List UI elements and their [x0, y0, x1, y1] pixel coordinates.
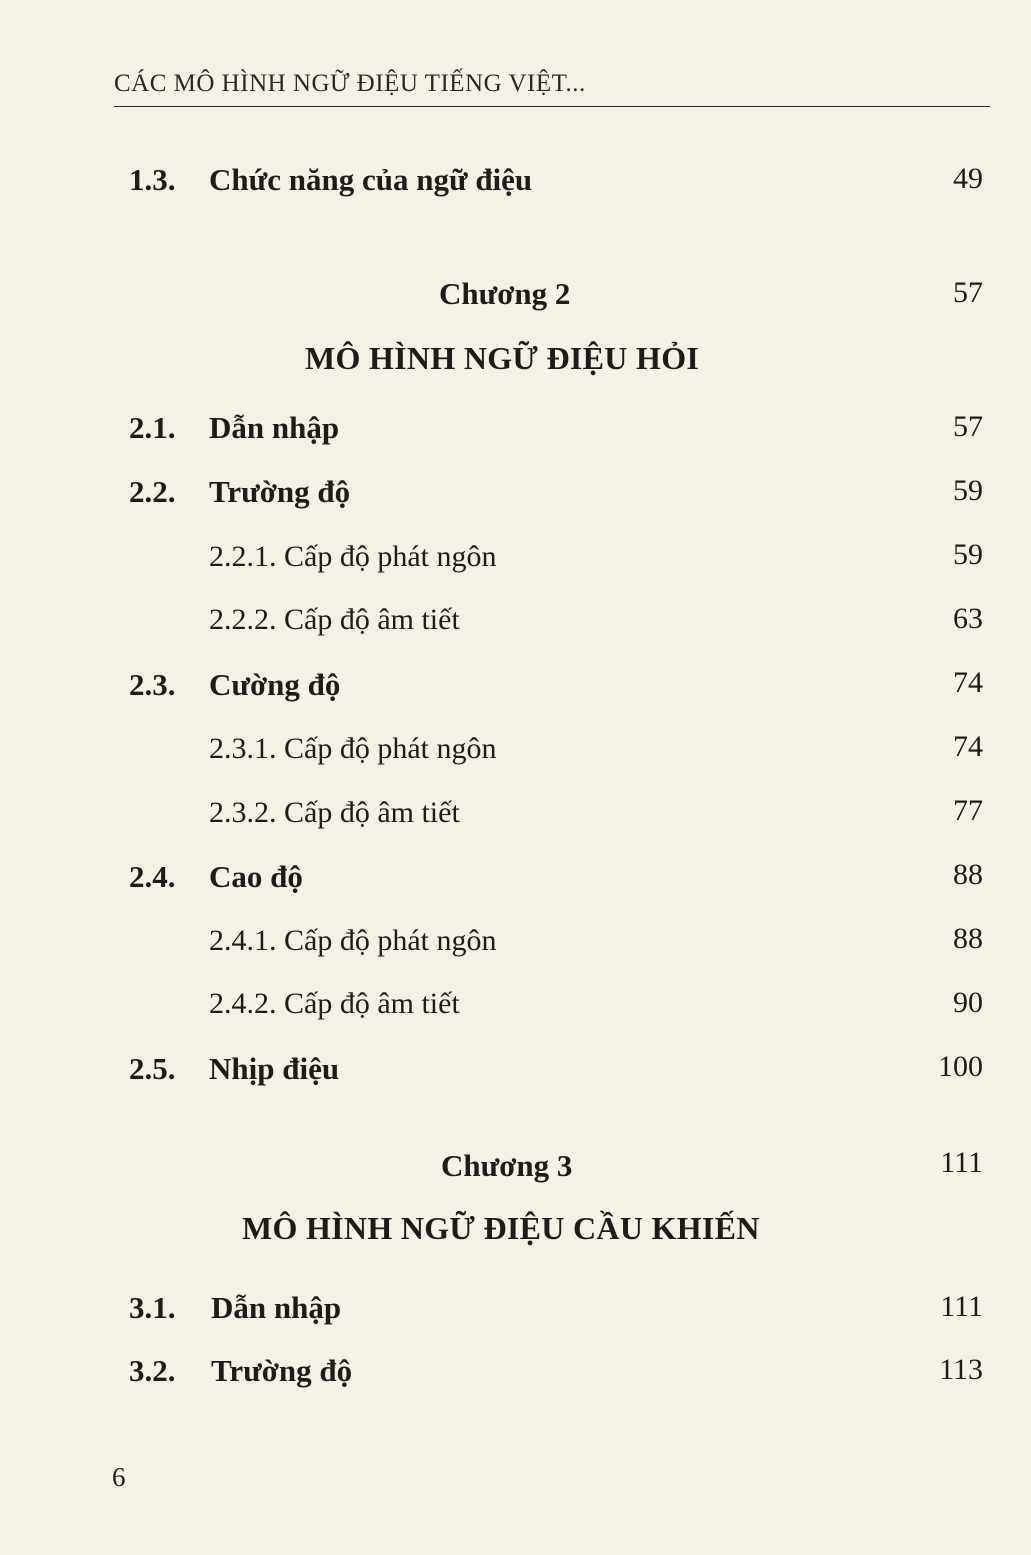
section-number: 3.1. — [129, 1290, 176, 1325]
section-title: Dẫn nhập — [211, 1290, 342, 1325]
chapter-title: MÔ HÌNH NGỮ ĐIỆU CẦU KHIẾN — [242, 1210, 760, 1246]
section-title: Cao độ — [209, 859, 303, 894]
section-title: Chức năng của ngữ điệu — [209, 162, 533, 197]
section-number: 2.4. — [129, 859, 176, 894]
page-number: 90 — [953, 986, 983, 1019]
section-number: 1.3. — [129, 162, 176, 197]
section-number: 2.3. — [129, 667, 176, 702]
page-number: 74 — [953, 666, 983, 699]
subsection-title: 2.4.2. Cấp độ âm tiết — [209, 987, 460, 1020]
section-number: 2.2. — [129, 474, 176, 509]
page-number: 88 — [953, 858, 983, 891]
section-number: 2.1. — [129, 410, 176, 445]
page-number: 59 — [953, 538, 983, 571]
section-number: 3.2. — [129, 1353, 176, 1388]
page-number: 77 — [953, 794, 983, 827]
chapter-title: MÔ HÌNH NGỮ ĐIỆU HỎI — [305, 340, 700, 376]
page-number: 59 — [953, 474, 983, 507]
page-number: 100 — [938, 1050, 983, 1083]
section-title: Dẫn nhập — [209, 410, 340, 445]
section-title: Cường độ — [209, 667, 341, 702]
page-number: 111 — [940, 1290, 983, 1323]
chapter-label: Chương 2 — [439, 276, 571, 311]
subsection-title: 2.2.2. Cấp độ âm tiết — [209, 603, 460, 636]
page-number: 57 — [953, 410, 983, 443]
section-title: Trường độ — [211, 1353, 353, 1388]
section-number: 2.5. — [129, 1051, 176, 1086]
running-header: CÁC MÔ HÌNH NGỮ ĐIỆU TIẾNG VIỆT... — [114, 70, 586, 97]
page-number: 57 — [953, 276, 983, 309]
subsection-title: 2.2.1. Cấp độ phát ngôn — [209, 540, 497, 573]
section-title: Nhịp điệu — [209, 1051, 340, 1086]
page-number: 111 — [940, 1146, 983, 1179]
subsection-title: 2.3.2. Cấp độ âm tiết — [209, 796, 460, 829]
page-number: 49 — [953, 162, 983, 195]
folio-page-number: 6 — [112, 1462, 126, 1492]
page-number: 63 — [953, 602, 983, 635]
section-title: Trường độ — [209, 474, 351, 509]
page-number: 113 — [939, 1353, 983, 1386]
page-number: 74 — [953, 730, 983, 763]
subsection-title: 2.4.1. Cấp độ phát ngôn — [209, 924, 497, 957]
page-number: 88 — [953, 922, 983, 955]
chapter-label: Chương 3 — [441, 1148, 573, 1183]
subsection-title: 2.3.1. Cấp độ phát ngôn — [209, 732, 497, 765]
header-rule — [114, 106, 990, 107]
